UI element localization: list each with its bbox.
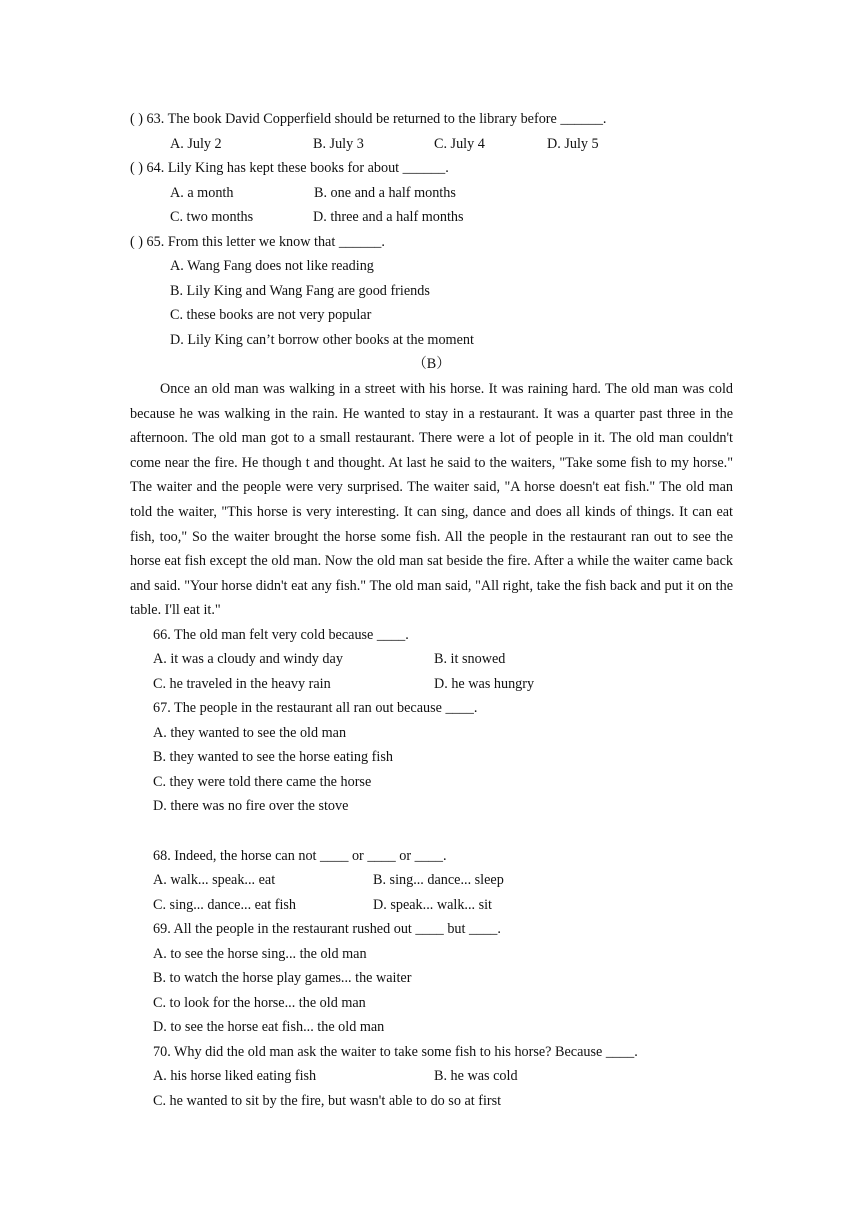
q69-option-d: D. to see the horse eat fish... the old man [153, 1019, 385, 1035]
q63-option-a: A. July 2 [170, 136, 222, 152]
q70-option-a: A. his horse liked eating fish [153, 1068, 317, 1084]
q68-option-b: B. sing... dance... sleep [373, 872, 504, 888]
q67-option-c: C. they were told there came the horse [153, 774, 372, 790]
q64-option-a: A. a month [170, 185, 234, 201]
q64-option-b: B. one and a half months [314, 185, 456, 201]
q63-option-b: B. July 3 [313, 136, 364, 152]
question-66-stem: 66. The old man felt very cold because ____. [153, 627, 409, 643]
q66-option-c: C. he traveled in the heavy rain [153, 676, 331, 692]
question-69-stem: 69. All the people in the restaurant rushed out ____ but ____. [153, 921, 501, 937]
reading-passage [130, 377, 733, 623]
q67-option-b: B. they wanted to see the horse eating fish [153, 749, 393, 765]
question-65-stem: ( ) 65. From this letter we know that ______. [130, 234, 385, 250]
q65-option-a: A. Wang Fang does not like reading [170, 258, 374, 274]
question-70-stem: 70. Why did the old man ask the waiter to take some fish to his horse? Because ____. [153, 1044, 638, 1060]
q69-option-b: B. to watch the horse play games... the waiter [153, 970, 412, 986]
question-63-stem: ( ) 63. The book David Copperfield should be returned to the library before ______. [130, 111, 607, 127]
q67-option-d: D. there was no fire over the stove [153, 798, 349, 814]
q65-option-d: D. Lily King can’t borrow other books at the moment [170, 332, 474, 348]
q68-option-a: A. walk... speak... eat [153, 872, 276, 888]
question-67-stem: 67. The people in the restaurant all ran out because ____. [153, 700, 478, 716]
q65-option-b: B. Lily King and Wang Fang are good friends [170, 283, 430, 299]
q63-option-c: C. July 4 [434, 136, 485, 152]
q70-option-c: C. he wanted to sit by the fire, but wasn't able to do so at first [153, 1093, 502, 1109]
q66-option-a: A. it was a cloudy and windy day [153, 651, 343, 667]
section-b-heading: （B） [412, 356, 451, 372]
q68-option-c: C. sing... dance... eat fish [153, 897, 297, 913]
q63-option-d: D. July 5 [547, 136, 599, 152]
q65-option-c: C. these books are not very popular [170, 307, 372, 323]
q69-option-a: A. to see the horse sing... the old man [153, 946, 367, 962]
passage-text: Once an old man was walking in a street with his horse. It was raining hard. The old man was cold because he was walking in the rain. He wanted to stay in a restaurant. It was a quarter past three in the afternoon. The old man got to a small restaurant. There were a lot of people in it. The old man couldn't come near the fire. He though t and thought. At last he said to the waiters, "Take some fish to my horse." The waiter and the people were very surprised. The waiter said, "A horse doesn't eat fish." The old man told the waiter, "This horse is very interesting. It can sing, dance and does all kinds of things. It can eat fish, too," So the waiter brought the horse some fish. All the people in the restaurant ran out to see the horse eat fish except the old man. Now the old man sat beside the fire. After a while the waiter came back and said. "Your horse didn't eat any fish." The old man said, "All right, take the fish back and put it on the table. I'll eat it." [130, 381, 733, 619]
question-64-stem: ( ) 64. Lily King has kept these books for about ______. [130, 160, 449, 176]
question-68-stem: 68. Indeed, the horse can not ____ or ____ or ____. [153, 848, 447, 864]
q70-option-b: B. he was cold [434, 1068, 518, 1084]
q68-option-d: D. speak... walk... sit [373, 897, 493, 913]
q64-option-c: C. two months [170, 209, 254, 225]
q69-option-c: C. to look for the horse... the old man [153, 995, 366, 1011]
q66-option-d: D. he was hungry [434, 676, 535, 692]
q64-option-d: D. three and a half months [313, 209, 464, 225]
q66-option-b: B. it snowed [434, 651, 506, 667]
q67-option-a: A. they wanted to see the old man [153, 725, 347, 741]
